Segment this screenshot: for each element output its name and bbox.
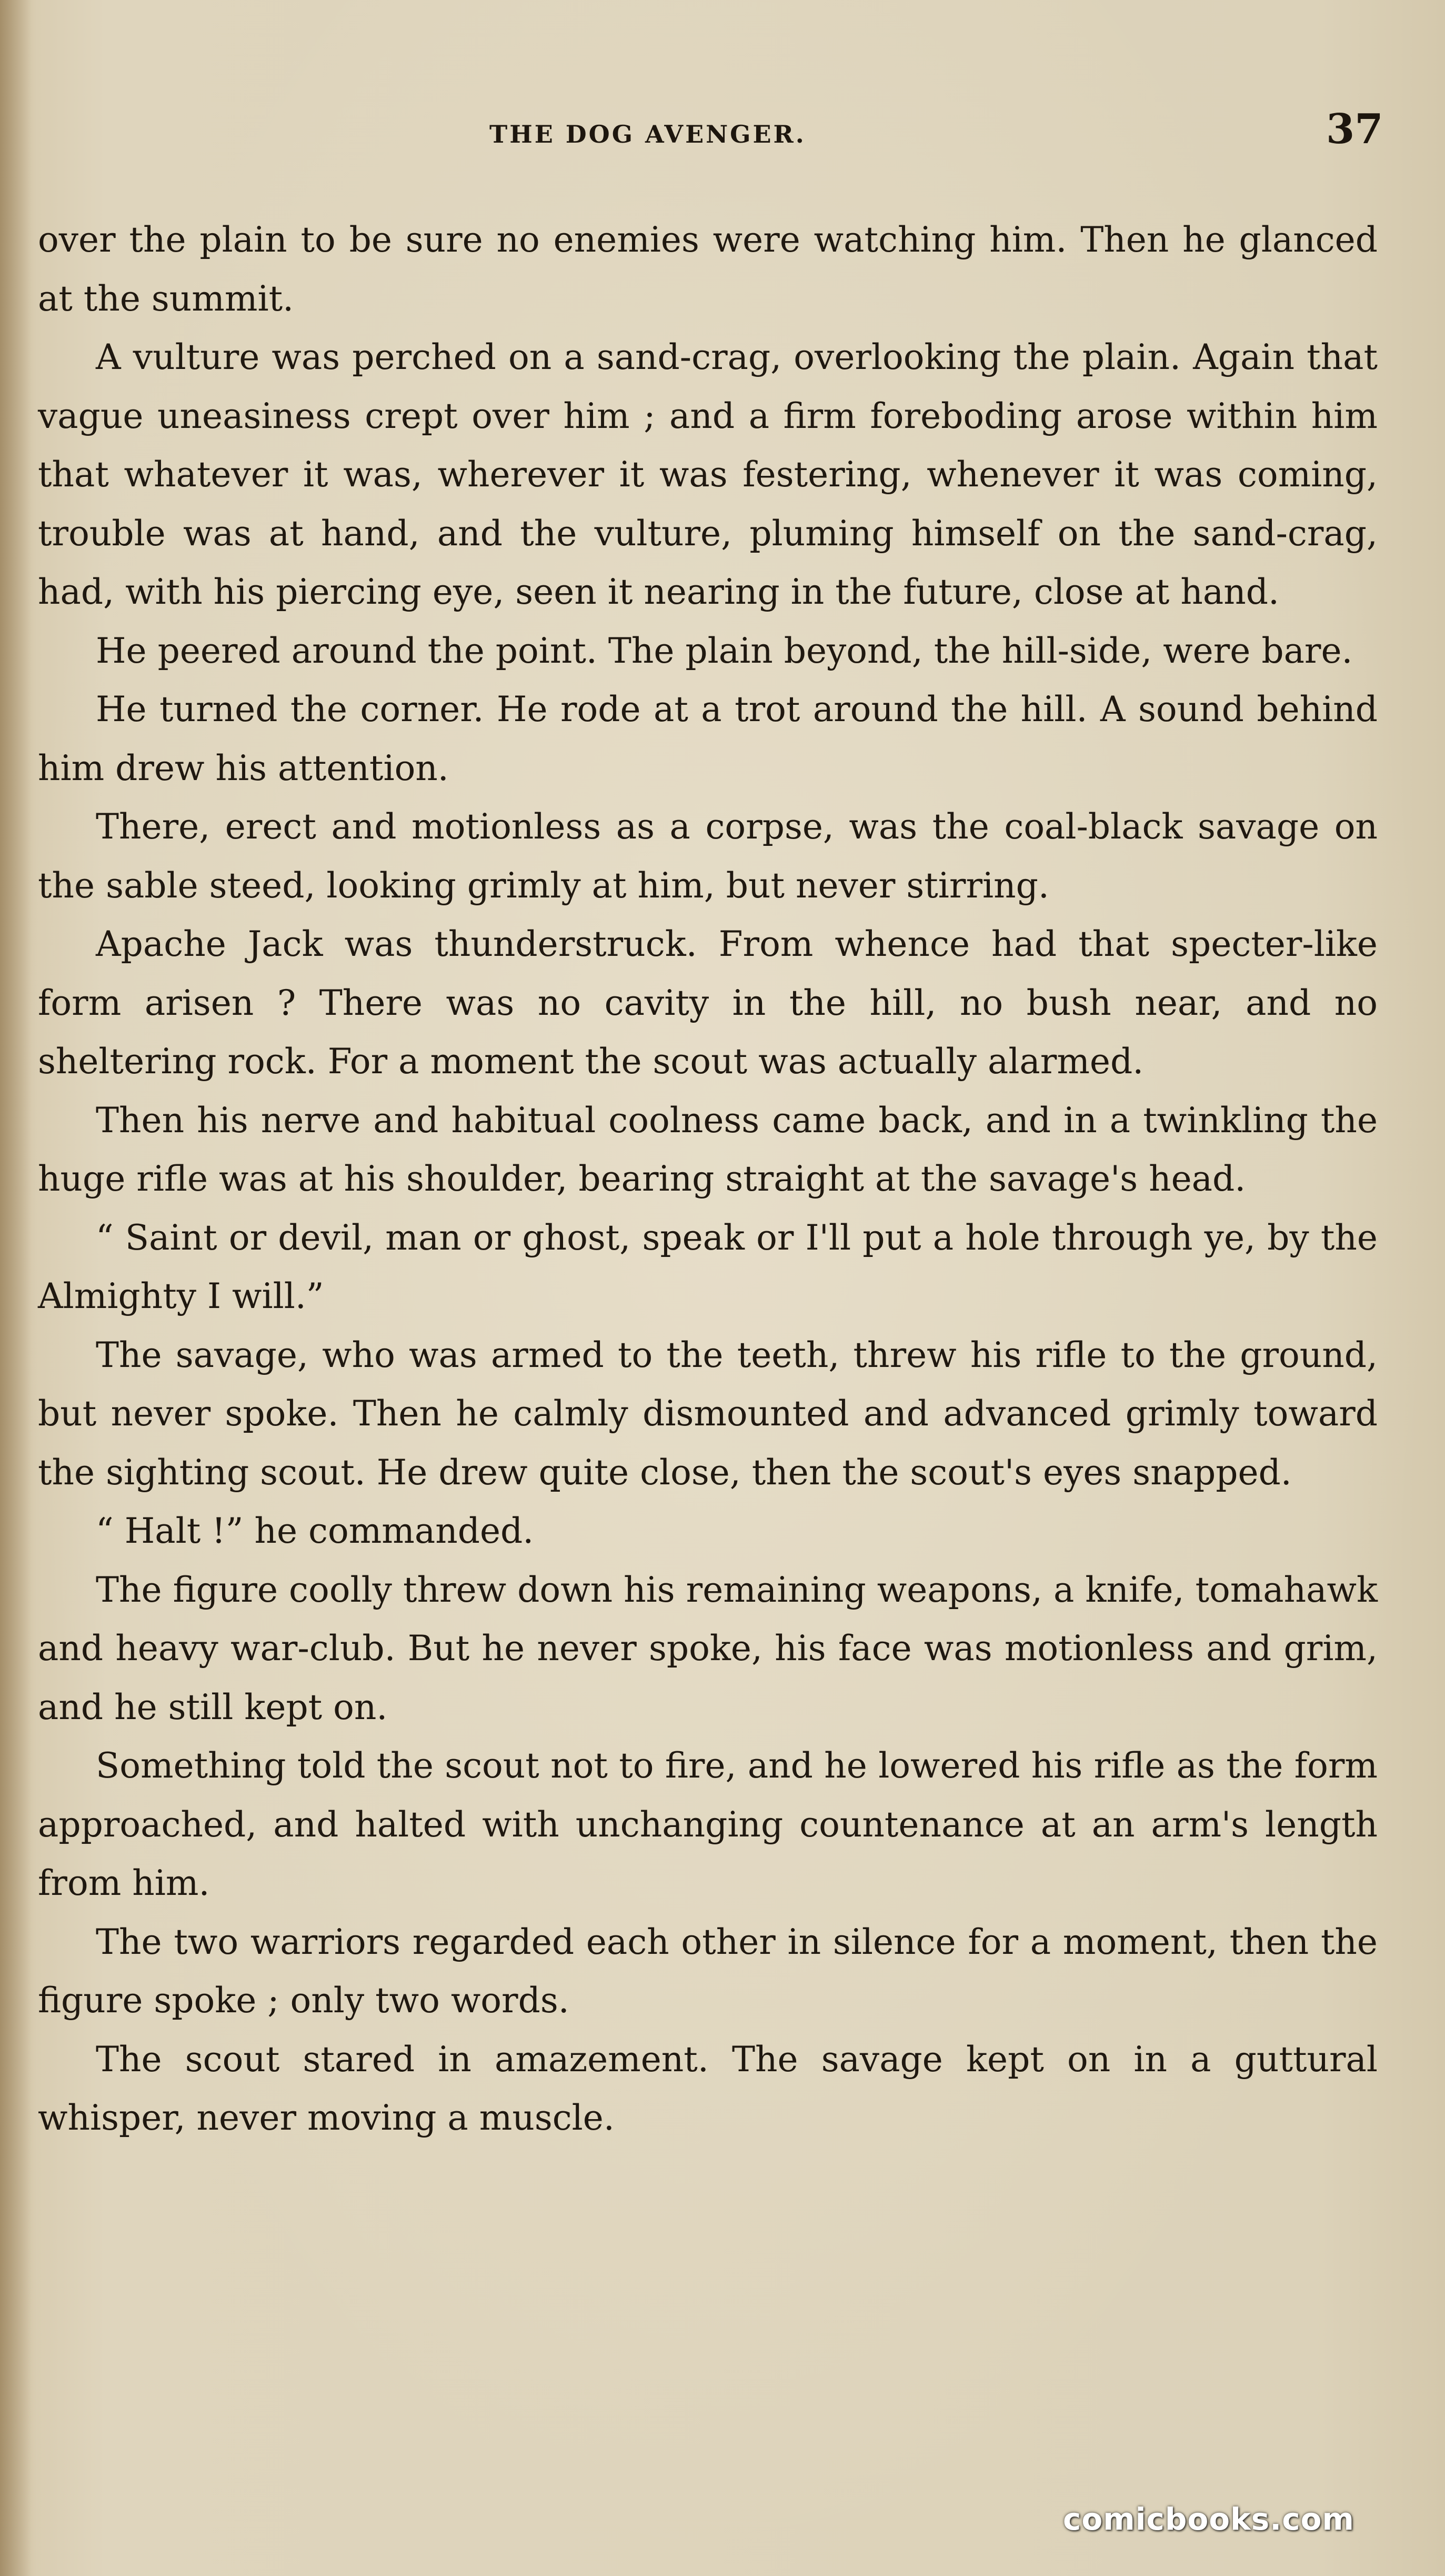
paragraph-12: Something told the scout not to fire, and he lowered his rifle as the form approached, and halted with unchanging countenance at an arm's length from him. — [38, 1745, 1378, 1903]
paragraph-9: The savage, who was armed to the teeth, threw his rifle to the ground, but never spoke. Then he calmly dismounted and advanced grimly toward the sighting scout. He drew quite close, then the scout's eyes snapped. — [38, 1334, 1378, 1493]
paragraph-3: He peered around the point. The plain beyond, the hill-side, were bare. — [96, 630, 1353, 671]
running-head-title: THE DOG AVENGER. — [489, 120, 806, 148]
paragraph-1: over the plain to be sure no enemies were watching him. Then he glanced at the summit. — [38, 219, 1378, 319]
paragraph-5: There, erect and motionless as a corpse, was the coal-black savage on the sable steed, looking grimly at him, but never stirring. — [38, 806, 1378, 906]
paragraph-8: “ Saint or devil, man or ghost, speak or I'll put a hole through ye, by the Almighty I will.” — [38, 1217, 1378, 1316]
paragraph-10: “ Halt !” he commanded. — [96, 1511, 534, 1551]
page-gutter-shadow — [0, 0, 32, 2576]
paragraph-6: Apache Jack was thunderstruck. From whence had that specter-like form arisen ? There was no cavity in the hill, no bush near, and no sheltering rock. For a moment the scout was actually alarmed. — [38, 924, 1378, 1082]
paragraph-2: A vulture was perched on a sand-crag, overlooking the plain. Again that vague uneasiness crept over him ; and a firm foreboding arose within him that whatever it was, wherever it was festering, whenever it was coming, trouble was at hand, and the vulture, pluming himself on the sand-crag, had, with his piercing eye, seen it nearing in the future, close at hand. — [38, 337, 1378, 612]
paragraph-4: He turned the corner. He rode at a trot around the hill. A sound behind him drew his attention. — [38, 689, 1378, 788]
paragraph-14: The scout stared in amazement. The savage kept on in a guttural whisper, never moving a muscle. — [38, 2039, 1378, 2138]
page-header — [0, 105, 1445, 163]
paragraph-7: Then his nerve and habitual coolness came back, and in a twinkling the huge rifle was at his shoulder, bearing straight at the savage's head. — [38, 1100, 1378, 1199]
paragraph-11: The figure coolly threw down his remaining weapons, a knife, tomahawk and heavy war-club. But he never spoke, his face was motionless and grim, and he still kept on. — [38, 1569, 1378, 1728]
page-number: 37 — [1326, 105, 1383, 153]
paragraph-13: The two warriors regarded each other in silence for a moment, then the figure spoke ; only two words. — [38, 1921, 1378, 2021]
body-text — [38, 211, 1378, 2148]
watermark-text: comicbooks.com — [1063, 2501, 1354, 2537]
